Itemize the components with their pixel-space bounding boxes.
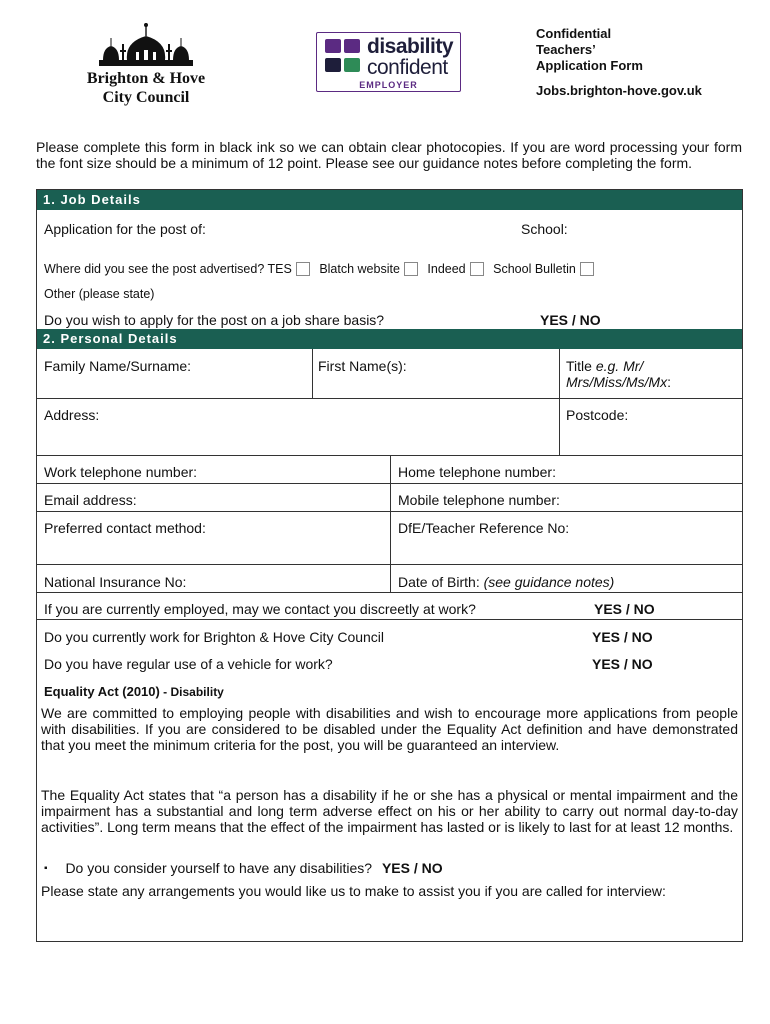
school-bulletin-checkbox[interactable] [580,262,594,276]
divider [390,455,391,592]
email-label[interactable]: Email address: [44,492,137,508]
advertised-question: Where did you see the post advertised? TES [44,262,292,276]
disability-question-row [44,860,443,876]
advertised-row [44,262,594,276]
dfe-ref-label[interactable]: DfE/Teacher Reference No: [398,520,570,536]
job-share-answer[interactable]: YES / NO [540,312,601,328]
preferred-contact-label[interactable]: Preferred contact method: [44,520,206,536]
contact-at-work-answer[interactable]: YES / NO [594,601,655,617]
arrangements-text[interactable]: Please state any arrangements you would like us to make to assist you if you are called for interview: [41,883,666,899]
divider [37,619,742,620]
divider [559,349,560,455]
title-label[interactable]: Title e.g. Mr/ Mrs/Miss/Ms/Mx: [566,358,671,390]
disability-question: Do you consider yourself to have any disabilities? [65,860,373,876]
work-for-council-question: Do you currently work for Brighton & Hove City Council [44,629,385,645]
home-tel-label[interactable]: Home telephone number: [398,464,556,480]
indeed-checkbox[interactable] [470,262,484,276]
work-tel-label[interactable]: Work telephone number: [44,464,198,480]
council-name-line1: Brighton & Hove [86,70,206,87]
blatch-label: Blatch website [319,262,400,276]
first-names-label[interactable]: First Name(s): [318,358,407,374]
section-job-details-header: 1. Job Details [37,190,742,210]
jobs-url: Jobs.brighton-hove.gov.uk [536,83,702,98]
vehicle-question: Do you have regular use of a vehicle for work? [44,656,333,672]
divider [37,592,742,593]
page-header [0,0,770,120]
contact-at-work-question: If you are currently employed, may we contact you discreetly at work? [44,601,476,617]
mobile-tel-label[interactable]: Mobile telephone number: [398,492,560,508]
blatch-checkbox[interactable] [404,262,418,276]
section-personal-details-header: 2. Personal Details [37,329,742,349]
vehicle-answer[interactable]: YES / NO [592,656,653,672]
equality-paragraph-2: The Equality Act states that “a person has a disability if he or she has a physical or mental impairment and the impairment has a substantial and long term adverse effect on his or her ability to carry out normal day-to-day activities”. Long term means that the effect of the impairment has lasted or is likely to last for at least 12 months. [41,787,738,835]
chart-icon [344,39,360,53]
post-label[interactable]: Application for the post of: [44,221,206,237]
divider [37,511,742,512]
ni-number-label[interactable]: National Insurance No: [44,574,187,590]
dc-word-confident: confident [367,56,448,79]
work-for-council-answer[interactable]: YES / NO [592,629,653,645]
divider [312,349,313,398]
council-name-line2: City Council [102,89,190,106]
divider [37,398,742,399]
disability-answer[interactable]: YES / NO [381,860,443,876]
image-icon [344,58,360,72]
lock-icon [325,58,341,72]
postcode-label[interactable]: Postcode: [566,407,629,423]
divider [37,483,742,484]
people-icon [325,39,341,53]
royal-pavilion-icon [91,20,201,68]
other-label[interactable]: Other (please state) [44,287,155,301]
school-bulletin-label: School Bulletin [493,262,576,276]
dc-word-disability: disability [367,35,454,58]
brighton-hove-logo [66,20,226,110]
equality-paragraph-1: We are committed to employing people with disabilities and wish to encourage more applications from people with disabilities. If you are considered to be disabled under the Equality Act definition and have demonstrated that you meet the minimum criteria for the post, you will be guaranteed an interview. [41,705,738,753]
school-label[interactable]: School: [521,221,568,237]
equality-act-heading: Equality Act (2010) - Disability [44,684,224,699]
disability-confident-logo [316,32,461,92]
dob-label[interactable]: Date of Birth: (see guidance notes) [398,574,615,590]
intro-text: Please complete this form in black ink so we can obtain clear photocopies. If you are word processing your form the font size should be a minimum of 12 point. Please see our guidance notes before completing the form. [36,139,742,171]
tes-checkbox[interactable] [296,262,310,276]
divider [37,564,742,565]
job-share-question: Do you wish to apply for the post on a job share basis? [44,312,385,328]
address-label[interactable]: Address: [44,407,100,423]
dc-word-employer: EMPLOYER [317,82,460,92]
application-form [36,189,743,942]
bullet: ▪ [44,863,48,874]
form-title: Confidential Teachers’ Application Form [536,26,643,73]
family-name-label[interactable]: Family Name/Surname: [44,358,192,374]
indeed-label: Indeed [427,262,466,276]
